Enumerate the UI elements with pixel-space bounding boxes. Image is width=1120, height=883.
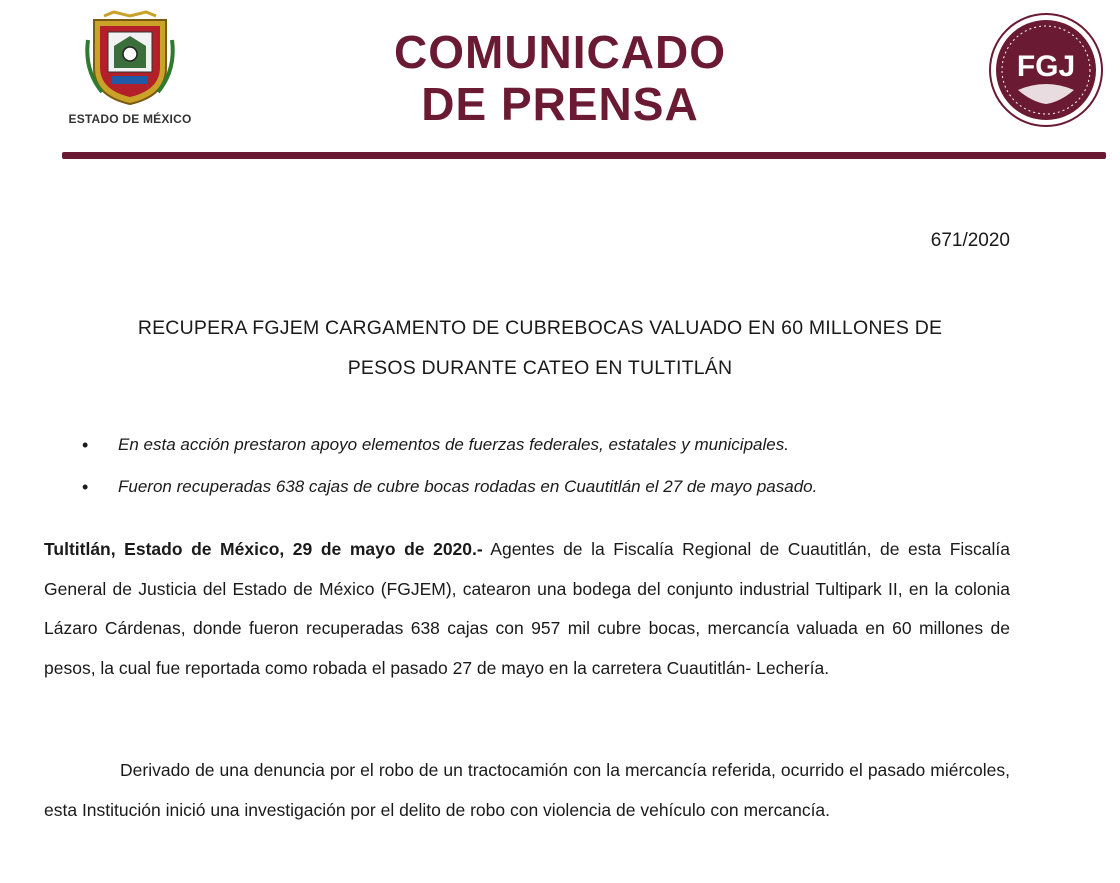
headline-line-2: PESOS DURANTE CATEO EN TULTITLÁN (347, 357, 733, 379)
paragraph-1-body: Agentes de la Fiscalía Regional de Cuautitlán, de esta Fiscalía General de Justicia del Estado de México (FGJEM), catearon una bodega del conjunto industrial Tultipark II, en la colonia Lázaro Cárdenas, donde fueron recuperadas 638 cajas con 957 mil cubre bocas, mercancía valuada en 60 millones de pesos, la cual fue reportada como robada el pasado 27 de mayo en la carretera Cuautitlán- Lechería. (44, 539, 1010, 678)
fgj-seal-icon (988, 12, 1104, 128)
highlight-item: • Fueron recuperadas 638 cajas de cubre bocas rodadas en Cuautitlán el 27 de mayo pasado. (80, 466, 1040, 508)
header-divider (62, 152, 1106, 159)
page-title (290, 26, 830, 130)
fgj-seal-text: FGJ (1016, 50, 1076, 83)
headline-line-1: RECUPERA FGJEM CARGAMENTO DE CUBREBOCAS VALUADO EN 60 MILLONES DE (137, 317, 943, 339)
state-label: ESTADO DE MÉXICO (68, 112, 192, 126)
title-line-2: DE PRENSA (421, 78, 699, 130)
estado-de-mexico-coat-of-arms-icon (84, 10, 176, 106)
dateline: Tultitlán, Estado de México, 29 de mayo de 2020.- (44, 539, 483, 559)
bulletin-number: 671/2020 (930, 230, 1010, 251)
headline (40, 308, 1040, 388)
highlight-item: • En esta acción prestaron apoyo elementos de fuerzas federales, estatales y municipales. (80, 424, 1040, 466)
body-paragraph-1 (44, 530, 1010, 688)
document-header (0, 0, 1120, 170)
body-paragraph-2: Derivado de una denuncia por el robo de un tractocamión con la mercancía referida, ocurrido el pasado miércoles, esta Institución inició una investigación por el delito de robo con violencia de vehículo con mercancía. (44, 760, 1010, 820)
highlights-list (80, 424, 1040, 508)
title-line-1: COMUNICADO (394, 26, 726, 78)
